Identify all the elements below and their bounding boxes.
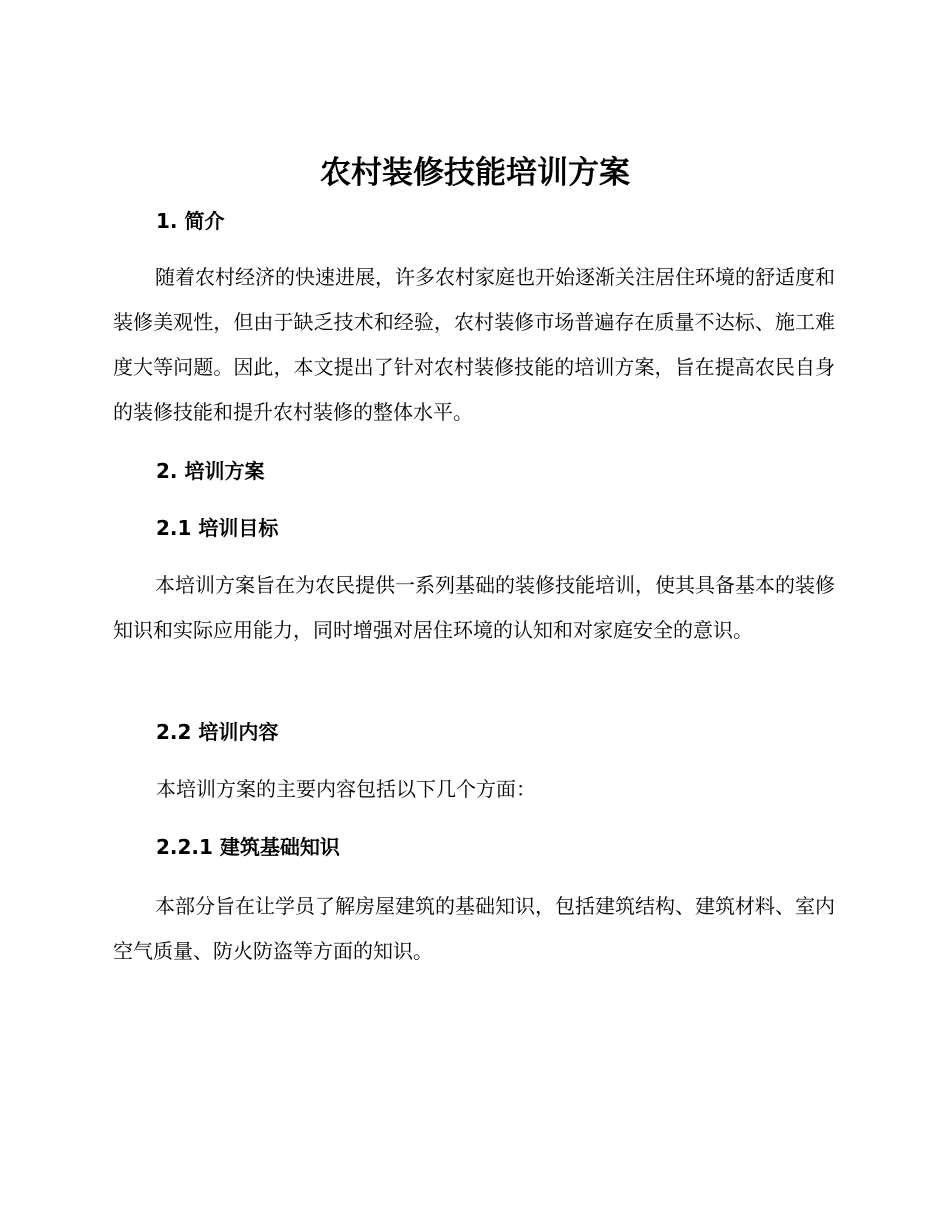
paragraph-intro: 随着农村经济的快速进展，许多农村家庭也开始逐渐关注居住环境的舒适度和装修美观性，但由于缺乏技术和经验，农村装修市场普遍存在质量不达标、施工难度大等问题。因此，本文提出了针对农村装修技能的培训方案，旨在提高农民自身的装修技能和提升农村装修的整体水平。 — [113, 265, 835, 424]
heading-intro: 1. 简介 — [156, 209, 225, 233]
paragraph-training-goal: 本培训方案旨在为农民提供一系列基础的装修技能培训，使其具备基本的装修知识和实际应用能力，同时增强对居住环境的认知和对家庭安全的意识。 — [113, 573, 835, 642]
heading-building-basics: 2.2.1 建筑基础知识 — [156, 835, 340, 859]
paragraph-building-basics: 本部分旨在让学员了解房屋建筑的基础知识，包括建筑结构、建筑材料、室内空气质量、防火防盗等方面的知识。 — [113, 894, 835, 963]
heading-training-content: 2.2 培训内容 — [156, 720, 279, 744]
heading-training-goal: 2.1 培训目标 — [156, 516, 279, 540]
paragraph-training-content: 本培训方案的主要内容包括以下几个方面： — [156, 777, 536, 801]
document-title: 农村装修技能培训方案 — [320, 155, 630, 191]
heading-training-plan: 2. 培训方案 — [156, 459, 265, 483]
